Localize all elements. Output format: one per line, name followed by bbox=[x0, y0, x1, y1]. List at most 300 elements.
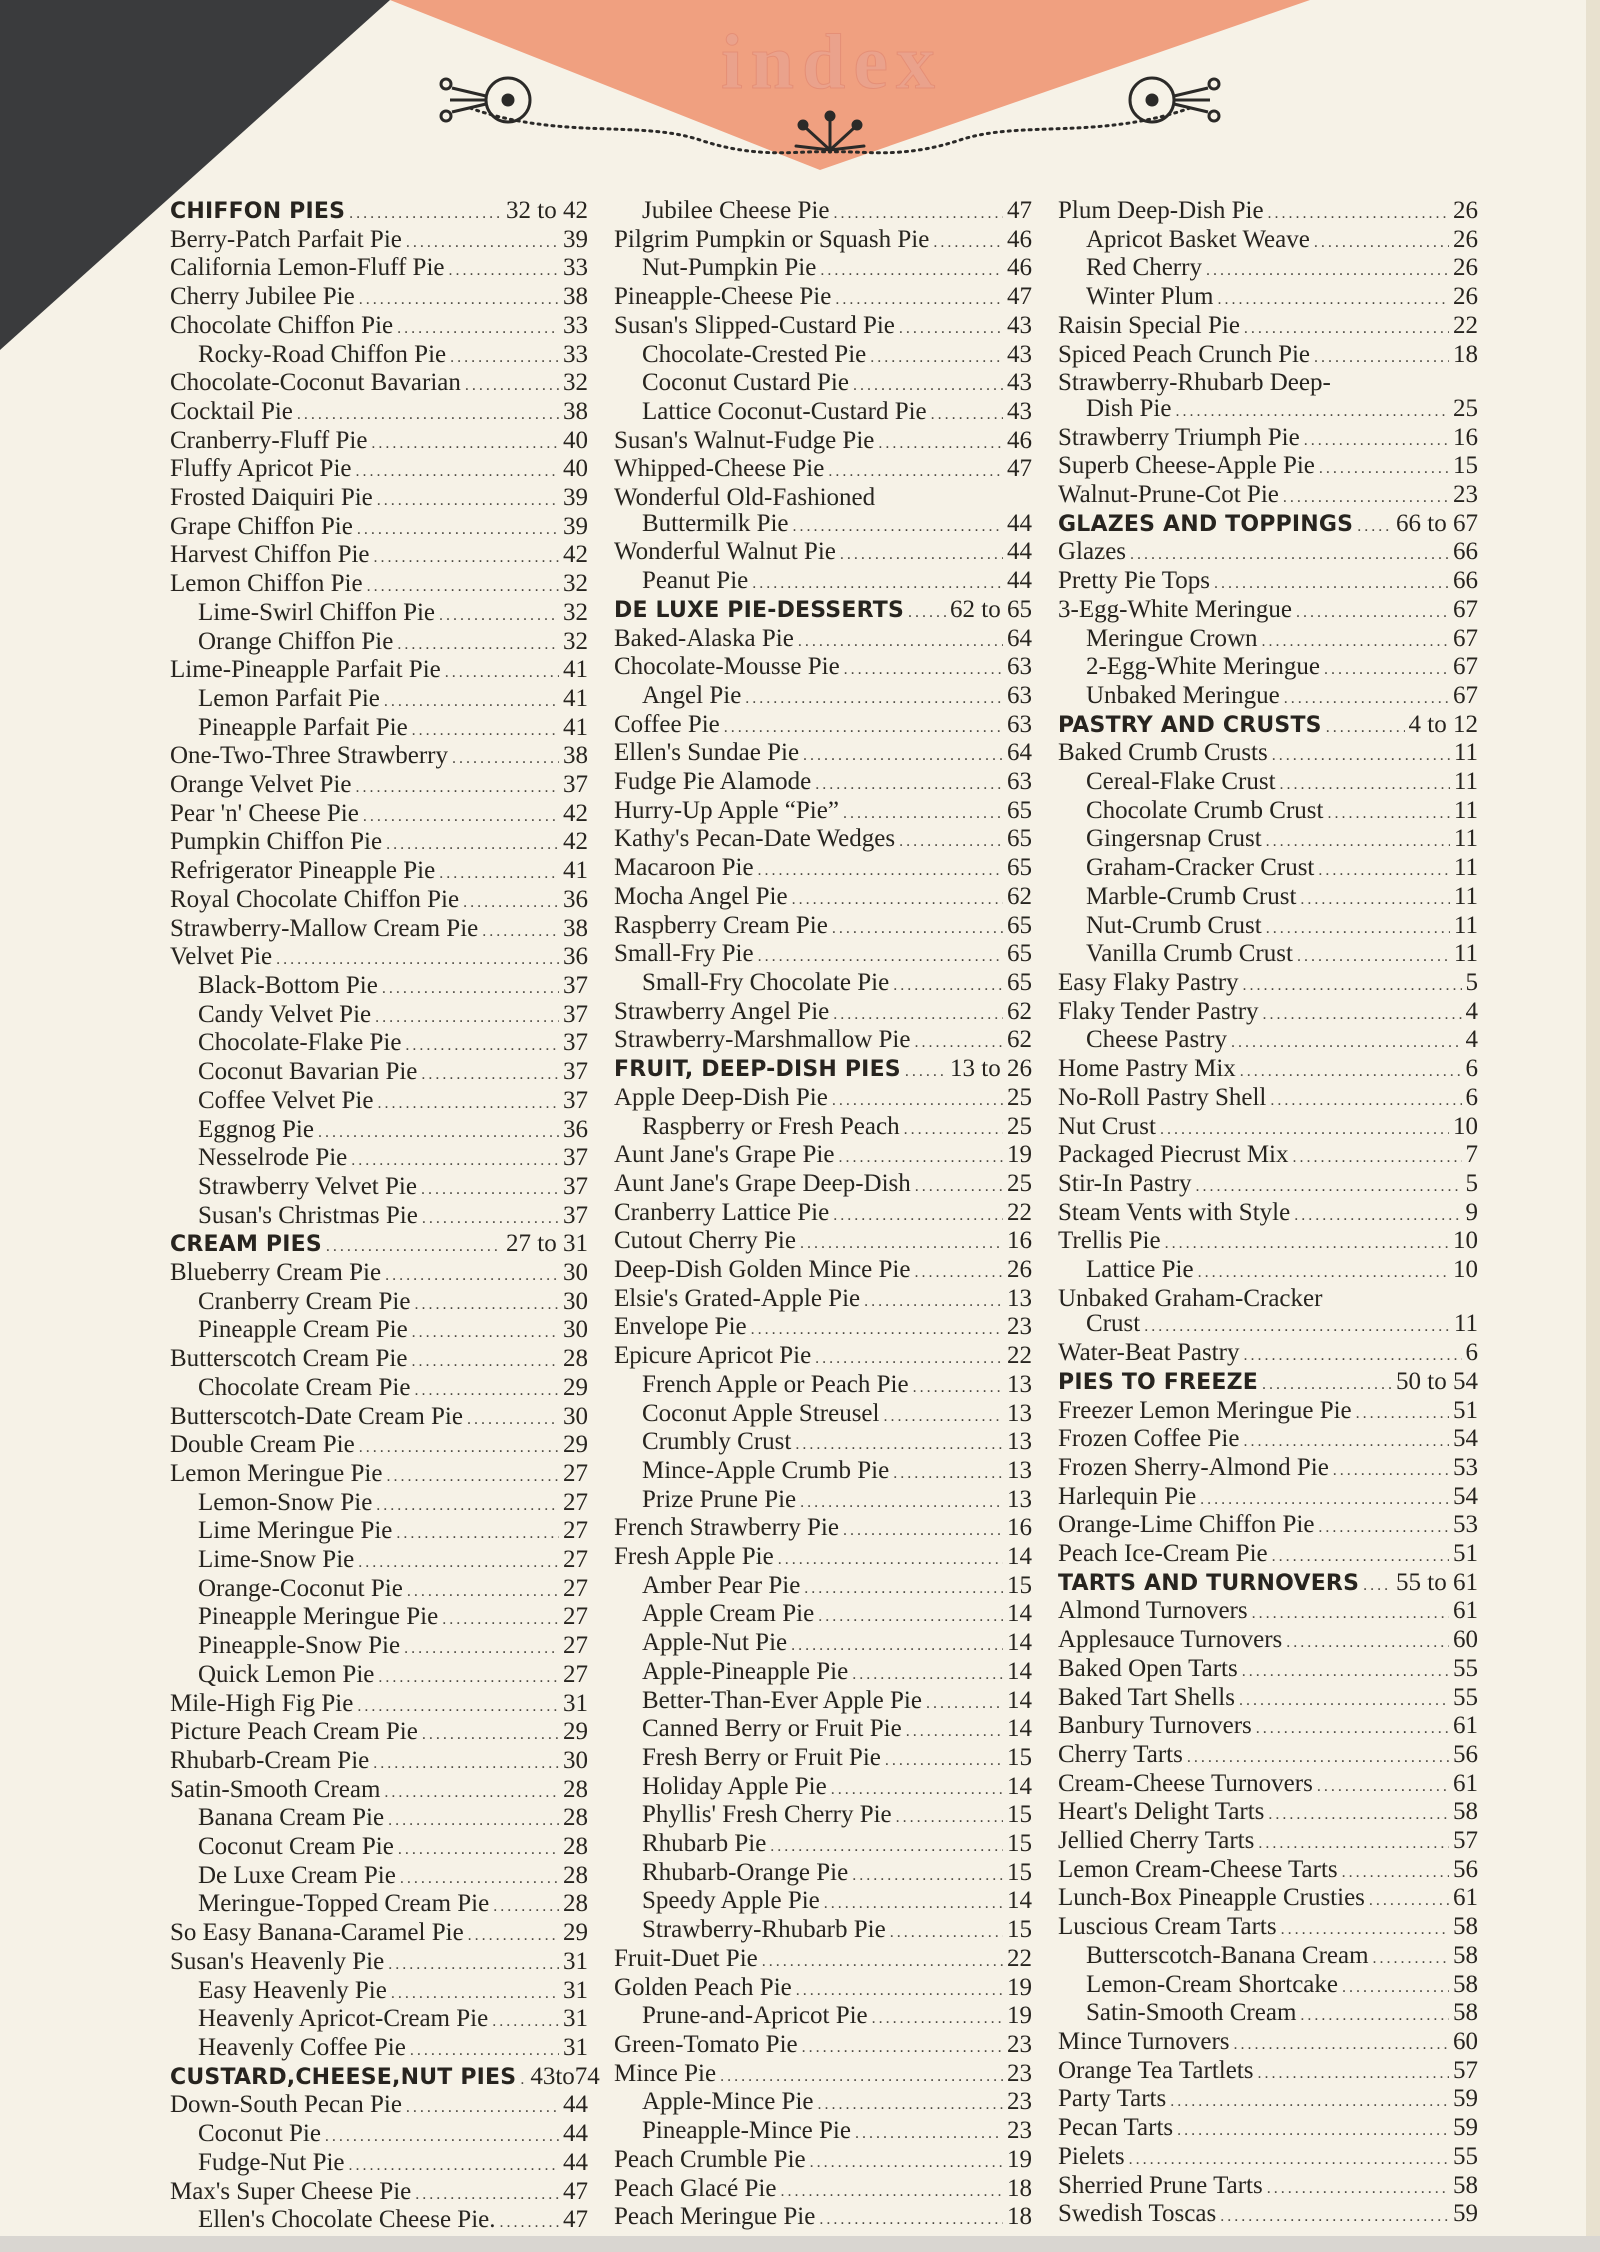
dot-leader bbox=[1300, 2003, 1449, 2029]
dot-leader bbox=[1272, 743, 1450, 769]
index-entry bbox=[614, 1286, 1032, 1315]
dot-leader bbox=[926, 1691, 1003, 1717]
entry-title: Swedish Toscas bbox=[1058, 2200, 1217, 2228]
index-entry bbox=[1058, 2029, 1478, 2058]
dot-leader bbox=[1244, 316, 1449, 342]
page-number: 23 bbox=[1007, 2117, 1032, 2145]
dot-leader bbox=[1314, 345, 1449, 371]
page-number: 51 bbox=[1453, 1540, 1478, 1568]
index-entry bbox=[170, 858, 588, 887]
entry-title: Coffee Pie bbox=[614, 710, 720, 738]
index-entry bbox=[1058, 683, 1478, 712]
index-entry bbox=[614, 456, 1032, 485]
index-entry bbox=[1058, 1799, 1478, 1828]
dot-leader bbox=[378, 1665, 559, 1691]
index-entry bbox=[614, 370, 1032, 399]
index-entry bbox=[1058, 370, 1478, 396]
page-number: 31 bbox=[563, 2005, 588, 2033]
dot-leader bbox=[1296, 600, 1449, 626]
page-number: 31 bbox=[563, 1947, 588, 1975]
entry-title: Wonderful Old-Fashioned bbox=[614, 484, 876, 512]
index-entry bbox=[614, 1372, 1032, 1401]
page-number: 36 bbox=[563, 943, 588, 971]
page-number: 16 bbox=[1453, 423, 1478, 451]
entry-title: Cranberry Lattice Pie bbox=[614, 1198, 830, 1226]
section-heading bbox=[170, 1231, 588, 1260]
page-number: 23 bbox=[1453, 481, 1478, 509]
index-entry bbox=[614, 1975, 1032, 2004]
dot-leader bbox=[855, 2121, 1003, 2147]
dot-leader bbox=[1239, 1688, 1449, 1714]
index-entry bbox=[170, 2150, 588, 2179]
page-number: 10 bbox=[1453, 1112, 1478, 1140]
page-number: 39 bbox=[563, 225, 588, 253]
index-entry bbox=[1058, 1828, 1478, 1857]
page-number: 61 bbox=[1453, 1712, 1478, 1740]
page-number: 60 bbox=[1453, 2028, 1478, 2055]
page-number: 26 bbox=[1453, 283, 1478, 311]
index-entry bbox=[614, 1802, 1032, 1831]
entry-title: French Strawberry Pie bbox=[614, 1514, 839, 1542]
index-entry bbox=[1058, 913, 1478, 942]
page-number: 19 bbox=[1007, 2145, 1032, 2173]
dot-leader bbox=[404, 1636, 559, 1662]
index-entry bbox=[614, 1114, 1032, 1143]
page-number: 62 to 65 bbox=[950, 595, 1032, 623]
entry-title: Quick Lemon Pie bbox=[198, 1660, 375, 1688]
page-number: 59 bbox=[1453, 2200, 1478, 2228]
dot-leader bbox=[844, 657, 1003, 683]
index-entry bbox=[170, 1117, 588, 1146]
page-number: 38 bbox=[563, 397, 588, 425]
index-entry bbox=[170, 456, 588, 485]
entry-title: Ellen's Chocolate Cheese Pie. bbox=[198, 2206, 496, 2234]
entry-title: Royal Chocolate Chiffon Pie bbox=[170, 885, 460, 913]
page-number: 19 bbox=[1007, 1141, 1032, 1169]
entry-title: Red Cherry bbox=[1086, 254, 1202, 282]
entry-title: Nut-Crumb Crust bbox=[1086, 911, 1262, 939]
entry-title: De Luxe Cream Pie bbox=[198, 1861, 396, 1889]
entry-title: Envelope Pie bbox=[614, 1313, 747, 1341]
entry-title: Flaky Tender Pastry bbox=[1058, 997, 1259, 1025]
entry-title: Home Pastry Mix bbox=[1058, 1055, 1236, 1083]
entry-title: Peach Crumble Pie bbox=[614, 2145, 806, 2173]
page-number: 26 bbox=[1453, 197, 1478, 224]
dot-leader bbox=[1258, 2061, 1450, 2087]
index-entry bbox=[1058, 769, 1478, 798]
dot-leader bbox=[872, 2006, 1003, 2032]
entry-title: Pineapple Meringue Pie bbox=[198, 1603, 439, 1631]
index-entry bbox=[1058, 396, 1478, 425]
entry-title: Prize Prune Pie bbox=[642, 1485, 797, 1513]
dot-leader bbox=[422, 1722, 559, 1748]
dot-leader bbox=[398, 1837, 559, 1863]
index-entry bbox=[170, 1920, 588, 1949]
dot-leader bbox=[1256, 1716, 1449, 1742]
dot-leader bbox=[276, 947, 559, 973]
page-number: 32 bbox=[563, 627, 588, 655]
index-entry bbox=[170, 1633, 588, 1662]
page-number: 14 bbox=[1007, 1657, 1032, 1685]
page-number: 39 bbox=[563, 512, 588, 540]
page-number: 22 bbox=[1453, 311, 1478, 339]
index-entry bbox=[614, 1200, 1032, 1229]
page-number: 23 bbox=[1007, 2088, 1032, 2116]
index-entry bbox=[170, 542, 588, 571]
dot-leader bbox=[1243, 1343, 1461, 1369]
right-ornament-icon bbox=[1130, 78, 1219, 122]
index-entry bbox=[1058, 255, 1478, 284]
index-entry bbox=[614, 826, 1032, 855]
page-number: 56 bbox=[1453, 1855, 1478, 1883]
entry-title: Pineapple-Cheese Pie bbox=[614, 283, 832, 311]
page-number: 37 bbox=[563, 771, 588, 799]
page-number: 13 bbox=[1007, 1456, 1032, 1484]
entry-title: Fruit-Duet Pie bbox=[614, 1944, 758, 1972]
entry-title: Chocolate Cream Pie bbox=[198, 1373, 411, 1401]
index-entry bbox=[614, 1917, 1032, 1946]
index-entry bbox=[614, 740, 1032, 769]
page-number: 15 bbox=[1007, 1801, 1032, 1829]
entry-title: Chocolate Crumb Crust bbox=[1086, 796, 1324, 824]
page-number: 37 bbox=[563, 1086, 588, 1114]
entry-title: So Easy Banana-Caramel Pie bbox=[170, 1919, 464, 1947]
dot-leader bbox=[1369, 1888, 1449, 1914]
entry-title: Macaroon Pie bbox=[614, 854, 754, 882]
index-entry bbox=[1058, 941, 1478, 970]
dot-leader bbox=[820, 258, 1003, 284]
index-entry bbox=[614, 1544, 1032, 1573]
page-number: 10 bbox=[1453, 1256, 1478, 1284]
dot-leader bbox=[815, 1346, 1003, 1372]
entry-title: Strawberry-Rhubarb Deep- bbox=[1058, 369, 1331, 397]
entry-title: Coconut Custard Pie bbox=[642, 369, 849, 397]
entry-title: Susan's Heavenly Pie bbox=[170, 1947, 385, 1975]
index-entry bbox=[1058, 2144, 1478, 2173]
entry-title: Nut-Pumpkin Pie bbox=[642, 254, 817, 282]
page-number: 55 bbox=[1453, 1654, 1478, 1682]
dot-leader bbox=[1240, 1059, 1462, 1085]
page-number: 42 bbox=[563, 828, 588, 856]
index-entry bbox=[1058, 1857, 1478, 1886]
page-number: 61 bbox=[1453, 1769, 1478, 1797]
dot-leader bbox=[1175, 399, 1449, 425]
page-number: 5 bbox=[1465, 1169, 1478, 1197]
index-entry bbox=[614, 1630, 1032, 1659]
entry-title: Baked Crumb Crusts bbox=[1058, 739, 1268, 767]
page-number: 28 bbox=[563, 1861, 588, 1889]
entry-title: 2-Egg-White Meringue bbox=[1086, 653, 1320, 681]
page-number: 25 bbox=[1453, 394, 1478, 422]
index-entry bbox=[170, 1891, 588, 1920]
page-number: 58 bbox=[1453, 1798, 1478, 1826]
dot-leader bbox=[1326, 715, 1405, 741]
page-number: 33 bbox=[563, 340, 588, 368]
index-entry bbox=[1058, 1943, 1478, 1972]
entry-title: Speedy Apple Pie bbox=[642, 1887, 820, 1915]
dot-leader bbox=[406, 230, 559, 256]
dot-leader bbox=[412, 1320, 559, 1346]
page-number: 37 bbox=[563, 1000, 588, 1028]
entry-title: Fudge Pie Alamode bbox=[614, 768, 812, 796]
dot-leader bbox=[853, 373, 1003, 399]
index-entry bbox=[614, 1487, 1032, 1516]
dot-leader bbox=[386, 832, 559, 858]
dot-leader bbox=[326, 1234, 502, 1260]
entry-title: Strawberry Angel Pie bbox=[614, 997, 830, 1025]
page-number: 23 bbox=[1007, 2059, 1032, 2087]
page-number: 44 bbox=[563, 2148, 588, 2176]
index-entry bbox=[614, 539, 1032, 568]
dot-leader bbox=[349, 201, 502, 227]
page-number: 32 bbox=[563, 598, 588, 626]
page-number: 64 bbox=[1007, 739, 1032, 767]
entry-title: Crumbly Crust bbox=[642, 1428, 792, 1456]
page-number: 62 bbox=[1007, 882, 1032, 910]
index-entry bbox=[1058, 1426, 1478, 1455]
entry-title: Cherry Tarts bbox=[1058, 1740, 1183, 1768]
dot-leader bbox=[1342, 1860, 1449, 1886]
index-entry bbox=[170, 255, 588, 284]
entry-title: Chocolate-Coconut Bavarian bbox=[170, 369, 461, 397]
dot-leader bbox=[439, 603, 559, 629]
page-number: 11 bbox=[1453, 940, 1478, 968]
dot-leader bbox=[778, 1547, 1003, 1573]
dot-leader bbox=[1333, 1458, 1449, 1484]
entry-title: Chocolate-Mousse Pie bbox=[614, 653, 840, 681]
dot-leader bbox=[1297, 944, 1450, 970]
index-entry bbox=[614, 999, 1032, 1028]
dot-leader bbox=[752, 571, 1003, 597]
entry-title: Orange-Lime Chiffon Pie bbox=[1058, 1511, 1315, 1539]
page-number: 11 bbox=[1453, 796, 1478, 824]
page-number: 4 to 12 bbox=[1408, 710, 1478, 738]
dot-leader bbox=[864, 1289, 1003, 1315]
index-entry bbox=[1058, 798, 1478, 827]
page-number: 27 bbox=[563, 1517, 588, 1545]
page-number: 23 bbox=[1007, 2031, 1032, 2058]
index-entry bbox=[614, 1027, 1032, 1056]
entry-title: Lime-Swirl Chiffon Pie bbox=[198, 598, 436, 626]
page-number: 13 bbox=[1007, 1428, 1032, 1456]
entry-title: Freezer Lemon Meringue Pie bbox=[1058, 1396, 1352, 1424]
entry-title: Pretty Pie Tops bbox=[1058, 567, 1210, 595]
index-entry bbox=[170, 1375, 588, 1404]
entry-title: Unbaked Graham-Cracker bbox=[1058, 1284, 1323, 1312]
page-number: 14 bbox=[1007, 1543, 1032, 1571]
index-entry bbox=[1058, 568, 1478, 597]
page-number: 32 bbox=[563, 369, 588, 397]
page-number: 22 bbox=[1007, 1198, 1032, 1226]
entry-title: Sherried Prune Tarts bbox=[1058, 2171, 1263, 2199]
index-entry bbox=[170, 1834, 588, 1863]
page-number: 43 bbox=[1007, 397, 1032, 425]
page-number: 43to74 bbox=[530, 2062, 600, 2090]
dot-leader bbox=[1284, 686, 1449, 712]
entry-title: No-Roll Pastry Shell bbox=[1058, 1083, 1267, 1111]
index-entry bbox=[170, 600, 588, 629]
dot-leader bbox=[1214, 571, 1449, 597]
entry-title: Strawberry Velvet Pie bbox=[198, 1172, 417, 1200]
dot-leader bbox=[1177, 2118, 1449, 2144]
page-number: 57 bbox=[1453, 2056, 1478, 2084]
dot-leader bbox=[914, 1030, 1003, 1056]
dot-leader bbox=[414, 1378, 559, 1404]
index-entry bbox=[1058, 1484, 1478, 1513]
dot-leader bbox=[770, 1834, 1003, 1860]
index-entry bbox=[614, 683, 1032, 712]
dot-leader bbox=[914, 1260, 1003, 1286]
dot-leader bbox=[1304, 428, 1449, 454]
entry-title: Ellen's Sundae Pie bbox=[614, 739, 800, 767]
entry-title: Cream-Cheese Turnovers bbox=[1058, 1769, 1313, 1797]
index-entry bbox=[614, 399, 1032, 428]
page-number: 67 bbox=[1453, 653, 1478, 681]
page-number: 41 bbox=[563, 713, 588, 741]
dot-leader bbox=[384, 689, 559, 715]
index-entry bbox=[614, 1429, 1032, 1458]
dot-leader bbox=[1317, 1774, 1449, 1800]
dot-leader bbox=[1319, 456, 1449, 482]
dot-leader bbox=[832, 1088, 1003, 1114]
page-number: 59 bbox=[1453, 2085, 1478, 2113]
entry-title: Pear 'n' Cheese Pie bbox=[170, 799, 359, 827]
page-number: 55 bbox=[1453, 2142, 1478, 2170]
index-entry bbox=[170, 1432, 588, 1461]
entry-title: Harvest Chiffon Pie bbox=[170, 541, 370, 569]
entry-title: Apple Cream Pie bbox=[642, 1600, 815, 1628]
entry-title: Deep-Dish Golden Mince Pie bbox=[614, 1256, 911, 1284]
index-entry bbox=[614, 1888, 1032, 1917]
index-entry bbox=[1058, 425, 1478, 454]
index-entry bbox=[170, 973, 588, 1002]
entry-title: CHIFFON PIES bbox=[170, 199, 346, 224]
section-heading bbox=[1058, 1369, 1478, 1398]
entry-title: Apricot Basket Weave bbox=[1086, 225, 1310, 253]
page-number: 29 bbox=[563, 1373, 588, 1401]
entry-title: Heavenly Apricot-Cream Pie bbox=[198, 2005, 489, 2033]
entry-title: Hurry-Up Apple “Pie” bbox=[614, 796, 839, 824]
index-entry bbox=[614, 428, 1032, 457]
dot-leader bbox=[1242, 1659, 1449, 1685]
dot-leader bbox=[465, 373, 559, 399]
page-number: 65 bbox=[1007, 854, 1032, 882]
entry-title: Jellied Cherry Tarts bbox=[1058, 1827, 1255, 1855]
entry-title: Meringue-Topped Cream Pie bbox=[198, 1890, 490, 1918]
page-number: 30 bbox=[563, 1316, 588, 1344]
dot-leader bbox=[371, 431, 559, 457]
index-entry bbox=[1058, 740, 1478, 769]
entry-title: Graham-Cracker Crust bbox=[1086, 854, 1315, 882]
dot-leader bbox=[410, 2038, 559, 2064]
header-banner bbox=[0, 0, 1600, 180]
dot-leader bbox=[804, 1576, 1003, 1602]
index-column-1 bbox=[170, 197, 600, 2236]
entry-title: GLAZES AND TOPPINGS bbox=[1058, 511, 1354, 537]
entry-title: Rhubarb-Orange Pie bbox=[642, 1858, 849, 1886]
dot-leader bbox=[1129, 2147, 1449, 2173]
page-number: 6 bbox=[1465, 1339, 1478, 1367]
index-entry bbox=[170, 1949, 588, 1978]
page-number: 25 bbox=[1007, 1112, 1032, 1140]
dot-leader bbox=[493, 1894, 559, 1920]
index-entry bbox=[1058, 1286, 1478, 1312]
dot-leader bbox=[382, 976, 559, 1002]
entry-title: Pineapple-Snow Pie bbox=[198, 1632, 401, 1660]
index-entry bbox=[1058, 198, 1478, 227]
dot-leader bbox=[843, 801, 1003, 827]
dot-leader bbox=[1234, 2032, 1449, 2058]
index-entry bbox=[170, 2006, 588, 2035]
index-entry bbox=[170, 1461, 588, 1490]
page-number: 36 bbox=[563, 1115, 588, 1143]
dot-leader bbox=[406, 2095, 559, 2121]
page-number: 15 bbox=[1007, 1830, 1032, 1858]
page-number: 31 bbox=[563, 2034, 588, 2061]
page-number: 38 bbox=[563, 283, 588, 311]
index-entry bbox=[170, 1863, 588, 1892]
index-entry bbox=[170, 772, 588, 801]
page-number: 61 bbox=[1453, 1597, 1478, 1625]
page-number: 46 bbox=[1007, 254, 1032, 282]
dot-leader bbox=[463, 890, 559, 916]
dot-leader bbox=[1363, 1573, 1392, 1599]
dot-leader bbox=[870, 345, 1003, 371]
index-entry bbox=[614, 626, 1032, 655]
index-entry bbox=[1058, 597, 1478, 626]
dot-leader bbox=[355, 775, 559, 801]
dot-leader bbox=[1280, 772, 1450, 798]
index-entry bbox=[1058, 2115, 1478, 2144]
page-number: 32 to 42 bbox=[506, 197, 588, 224]
page-number: 57 bbox=[1453, 1827, 1478, 1855]
entry-title: Small-Fry Chocolate Pie bbox=[642, 968, 890, 996]
dot-leader bbox=[852, 1863, 1003, 1889]
page-number: 22 bbox=[1007, 1342, 1032, 1370]
entry-title: Raspberry or Fresh Peach bbox=[642, 1112, 900, 1140]
page-number: 44 bbox=[1007, 538, 1032, 566]
dot-leader bbox=[1293, 1145, 1462, 1171]
entry-title: Green-Tomato Pie bbox=[614, 2031, 798, 2058]
page-number: 37 bbox=[563, 1058, 588, 1086]
page-number: 62 bbox=[1007, 1026, 1032, 1054]
entry-title: Glazes bbox=[1058, 538, 1127, 566]
page-number: 11 bbox=[1453, 1310, 1478, 1338]
dot-leader bbox=[803, 743, 1003, 769]
entry-title: Angel Pie bbox=[642, 681, 742, 709]
entry-title: Cutout Cherry Pie bbox=[614, 1227, 796, 1255]
entry-title: One-Two-Three Strawberry bbox=[170, 742, 448, 770]
index-entry bbox=[1058, 1685, 1478, 1714]
page-number: 15 bbox=[1007, 1916, 1032, 1944]
dot-leader bbox=[791, 1633, 1003, 1659]
page-number: 15 bbox=[1453, 452, 1478, 480]
page-number: 36 bbox=[563, 885, 588, 913]
page-number: 53 bbox=[1453, 1453, 1478, 1481]
index-entry bbox=[170, 1691, 588, 1720]
page-number: 27 bbox=[563, 1459, 588, 1487]
index-entry bbox=[170, 2207, 588, 2236]
index-entry bbox=[170, 629, 588, 658]
page-number: 67 bbox=[1453, 595, 1478, 623]
entry-title: Epicure Apricot Pie bbox=[614, 1342, 812, 1370]
dot-leader bbox=[800, 1231, 1003, 1257]
dot-leader bbox=[908, 600, 946, 626]
index-entry bbox=[170, 1260, 588, 1289]
dot-leader bbox=[421, 1177, 559, 1203]
index-entry bbox=[1058, 539, 1478, 568]
page-number: 40 bbox=[563, 455, 588, 483]
